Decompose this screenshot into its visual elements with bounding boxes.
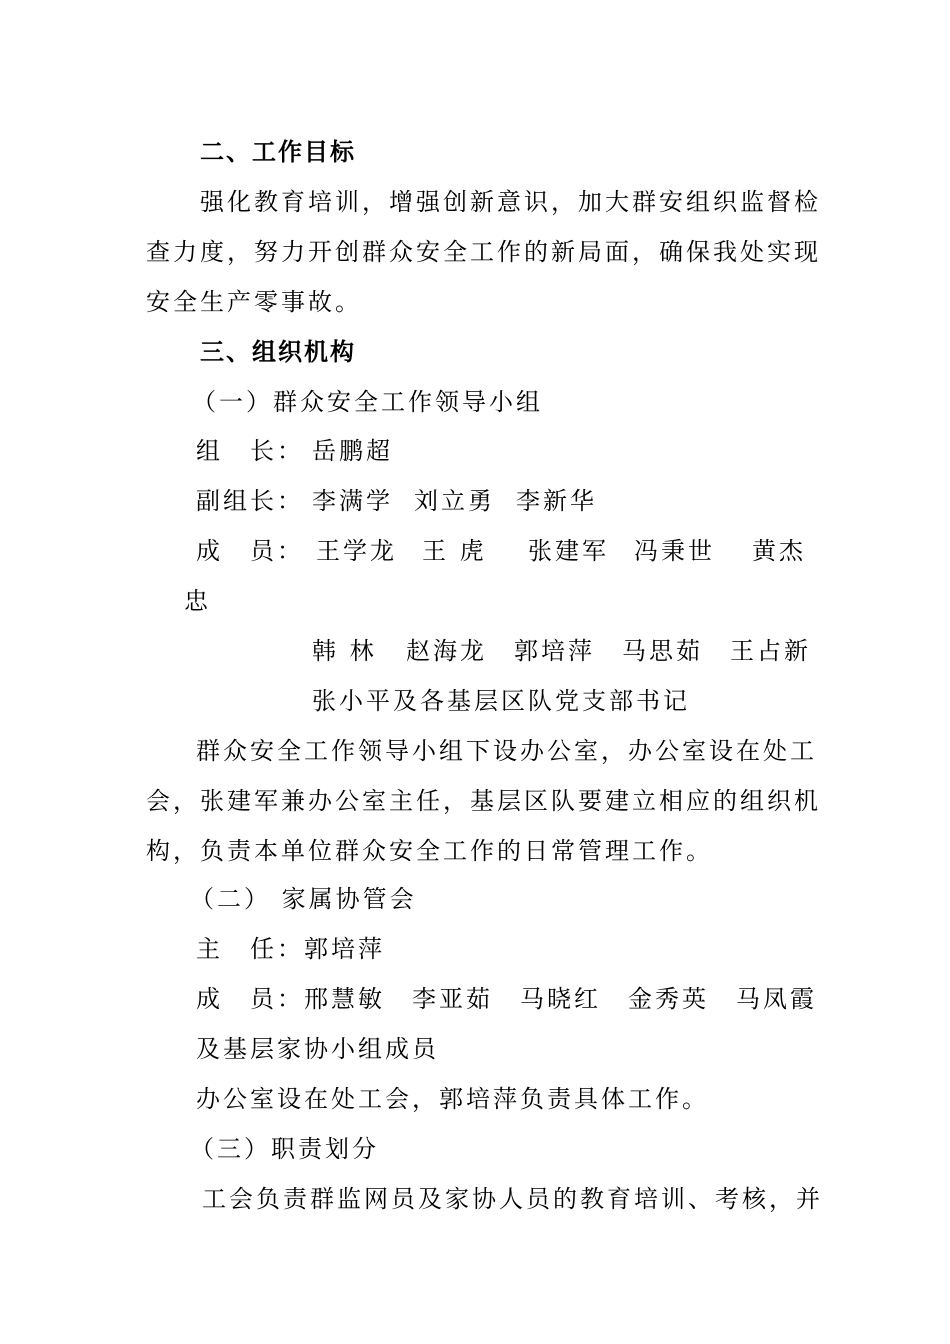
member-name: 韩 林 (312, 637, 377, 665)
member-name: 王 虎 (422, 537, 487, 565)
paragraph-line: 查力度，努力开创群众安全工作的新局面，确保我处实现 (146, 238, 821, 266)
leader-label: 组 长： (196, 437, 304, 465)
association-office-line: 办公室设在处工会，郭培萍负责具体工作。 (196, 1085, 709, 1113)
members-row-3: 张小平及各基层区队党支部书记 (312, 687, 690, 715)
members-row-2 (312, 636, 812, 666)
leader-row (196, 436, 796, 466)
paragraph-line: 安全生产零事故。 (146, 288, 362, 316)
member-name: 黄杰 (752, 537, 806, 565)
member-name: 郭培萍 (514, 637, 595, 665)
members-row-1 (196, 536, 816, 566)
deputy-label: 副组长： (196, 487, 304, 515)
deputy-name: 刘立勇 (414, 487, 495, 515)
member-name: 赵海龙 (406, 637, 487, 665)
subsection-title-duties: （三）职责划分 (190, 1135, 379, 1163)
deputy-row (196, 486, 796, 516)
member-name: 冯秉世 (634, 537, 715, 565)
paragraph-line: 构，负责本单位群众安全工作的日常管理工作。 (146, 837, 713, 865)
association-members-tail: 及基层家协小组成员 (196, 1035, 439, 1063)
paragraph-line: 群众安全工作领导小组下设办公室，办公室设在处工 (196, 737, 817, 765)
member-name: 马思茹 (622, 637, 703, 665)
deputy-name: 李新华 (516, 487, 597, 515)
member-name-wrap: 忠 (184, 587, 211, 615)
leader-name: 岳鹏超 (312, 437, 393, 465)
director-line: 主 任：郭培萍 (196, 935, 385, 963)
member-name: 王占新 (730, 637, 811, 665)
paragraph-line: 工会负责群监网员及家协人员的教育培训、考核，并 (202, 1185, 823, 1213)
members-label: 成 员： (196, 537, 304, 565)
member-name: 张建军 (528, 537, 609, 565)
association-members-line: 成 员：邢慧敏 李亚茹 马晓红 金秀英 马凤霞 (196, 985, 817, 1013)
paragraph-line: 强化教育培训，增强创新意识，加大群安组织监督检 (200, 188, 821, 216)
deputy-name: 李满学 (312, 487, 393, 515)
subsection-title-family-association: （二） 家属协管会 (190, 885, 417, 913)
subsection-title-leading-group: （一）群众安全工作领导小组 (192, 388, 543, 416)
member-name: 王学龙 (316, 537, 397, 565)
section-heading-goals: 二、工作目标 (200, 138, 356, 166)
paragraph-line: 会，张建军兼办公室主任，基层区队要建立相应的组织机 (146, 787, 821, 815)
section-heading-organization: 三、组织机构 (200, 338, 356, 366)
